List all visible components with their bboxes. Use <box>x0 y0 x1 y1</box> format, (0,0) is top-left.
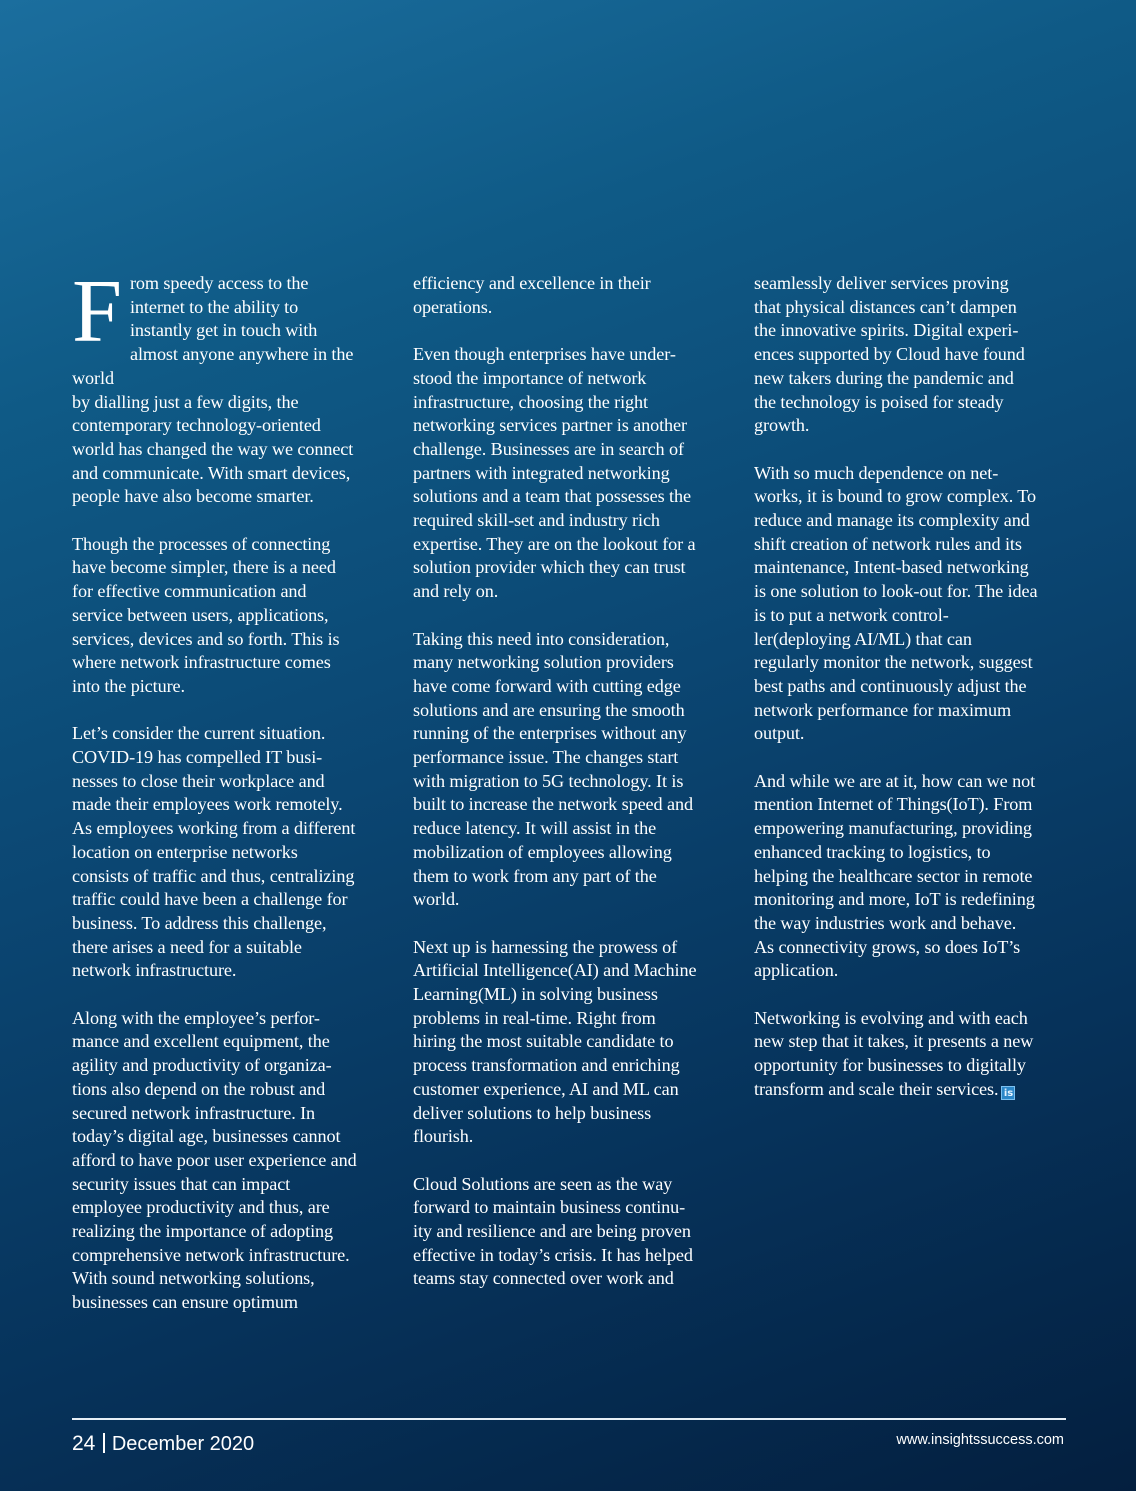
footer-divider <box>72 1418 1066 1420</box>
paragraph: efficiency and excellence in their operations. <box>413 273 651 317</box>
paragraph-text: Networking is evolving and with each new step that it takes, it presents a new opportunity for businesses to digitally transform and scale their services. <box>754 1007 1034 1099</box>
paragraph: Cloud Solutions are seen as the way forward to maintain business continu- ity and resilience and are being proven effective in today’s crisis. It has helped teams stay connected over work and <box>413 1173 693 1289</box>
article-column-3 <box>754 272 1070 1125</box>
footer-page-info <box>72 1432 254 1456</box>
article-column-1 <box>72 262 388 1339</box>
paragraph: seamlessly deliver services proving that physical distances can’t dampen the innovative spirits. Digital experi- ences supported by Cloud have found new takers during the pandemic and the technology is poised for steady growth. <box>754 273 1025 436</box>
paragraph <box>754 1007 1070 1102</box>
article-column-2 <box>413 272 729 1315</box>
website-url: www.insightssuccess.com <box>896 1432 1064 1448</box>
paragraph: Let’s consider the current situation. COVID-19 has compelled IT busi- nesses to close their workplace and made their employees work remotely. As employees working from a different location on enterprise networks consists of traffic and thus, centralizing traffic could have been a challenge for business. To address this challenge, there arises a need for a suitable network infrastructure. <box>72 723 356 981</box>
drop-cap: F <box>72 262 122 361</box>
paragraph: Even though enterprises have under- stood the importance of network infrastructure, choosing the right networking services partner is another challenge. Businesses are in search of partners with integrated networking solutions and a team that possesses the required skill-set and industry rich expertise. They are on the lookout for a solution provider which they can trust and rely on. <box>413 344 696 602</box>
footer-separator <box>103 1433 105 1453</box>
page-number: 24 <box>72 1432 96 1455</box>
paragraph: Taking this need into consideration, many networking solution providers have come forward with cutting edge solutions and are ensuring the smooth running of the enterprises without any performance issue. The changes start with migration to 5G technology. It is built to increase the network speed and reduce latency. It will assist in the mobilization of employees allowing them to work from any part of the world. <box>413 628 693 910</box>
paragraph: Though the processes of connecting have become simpler, there is a need for effective communication and service between users, applications, services, devices and so forth. This is where network infrastructure comes into the picture. <box>72 533 340 696</box>
end-of-article-icon: is <box>1001 1086 1015 1100</box>
issue-date: December 2020 <box>111 1433 255 1455</box>
paragraph <box>72 262 388 509</box>
paragraph-text: rom speedy access to the internet to the ability to instantly get in touch with almost anyone anywhere in the world by dialling just a few digits, the contemporary technology-oriented world has changed the way we connect and communicate. With smart devices, people have also become smarter. <box>72 273 354 507</box>
paragraph: Next up is harnessing the prowess of Artificial Intelligence(AI) and Machine Learning(ML) in solving business problems in real-time. Right from hiring the most suitable candidate to process transformation and enriching customer experience, AI and ML can deliver solutions to help business flourish. <box>413 936 697 1147</box>
paragraph: And while we are at it, how can we not mention Internet of Things(IoT). From empowering manufacturing, providing enhanced tracking to logistics, to helping the healthcare sector in remote monitoring and more, IoT is redefining the way industries work and behave. As connectivity grows, so does IoT’s application. <box>754 770 1036 981</box>
paragraph: Along with the employee’s perfor- mance and excellent equipment, the agility and productivity of organiza- tions also depend on the robust and secured network infrastructure. In today’s digital age, businesses cannot afford to have poor user experience and security issues that can impact employee productivity and thus, are realizing the importance of adopting comprehensive network infrastructure. With sound networking solutions, businesses can ensure optimum <box>72 1007 357 1313</box>
paragraph: With so much dependence on net- works, it is bound to grow complex. To reduce and manage its complexity and shift creation of network rules and its maintenance, Intent-based networking is one solution to look-out for. The idea is to put a network control- ler(deploying AI/ML) that can regularly monitor the network, suggest best paths and continuously adjust the network performance for maximum output. <box>754 462 1038 744</box>
